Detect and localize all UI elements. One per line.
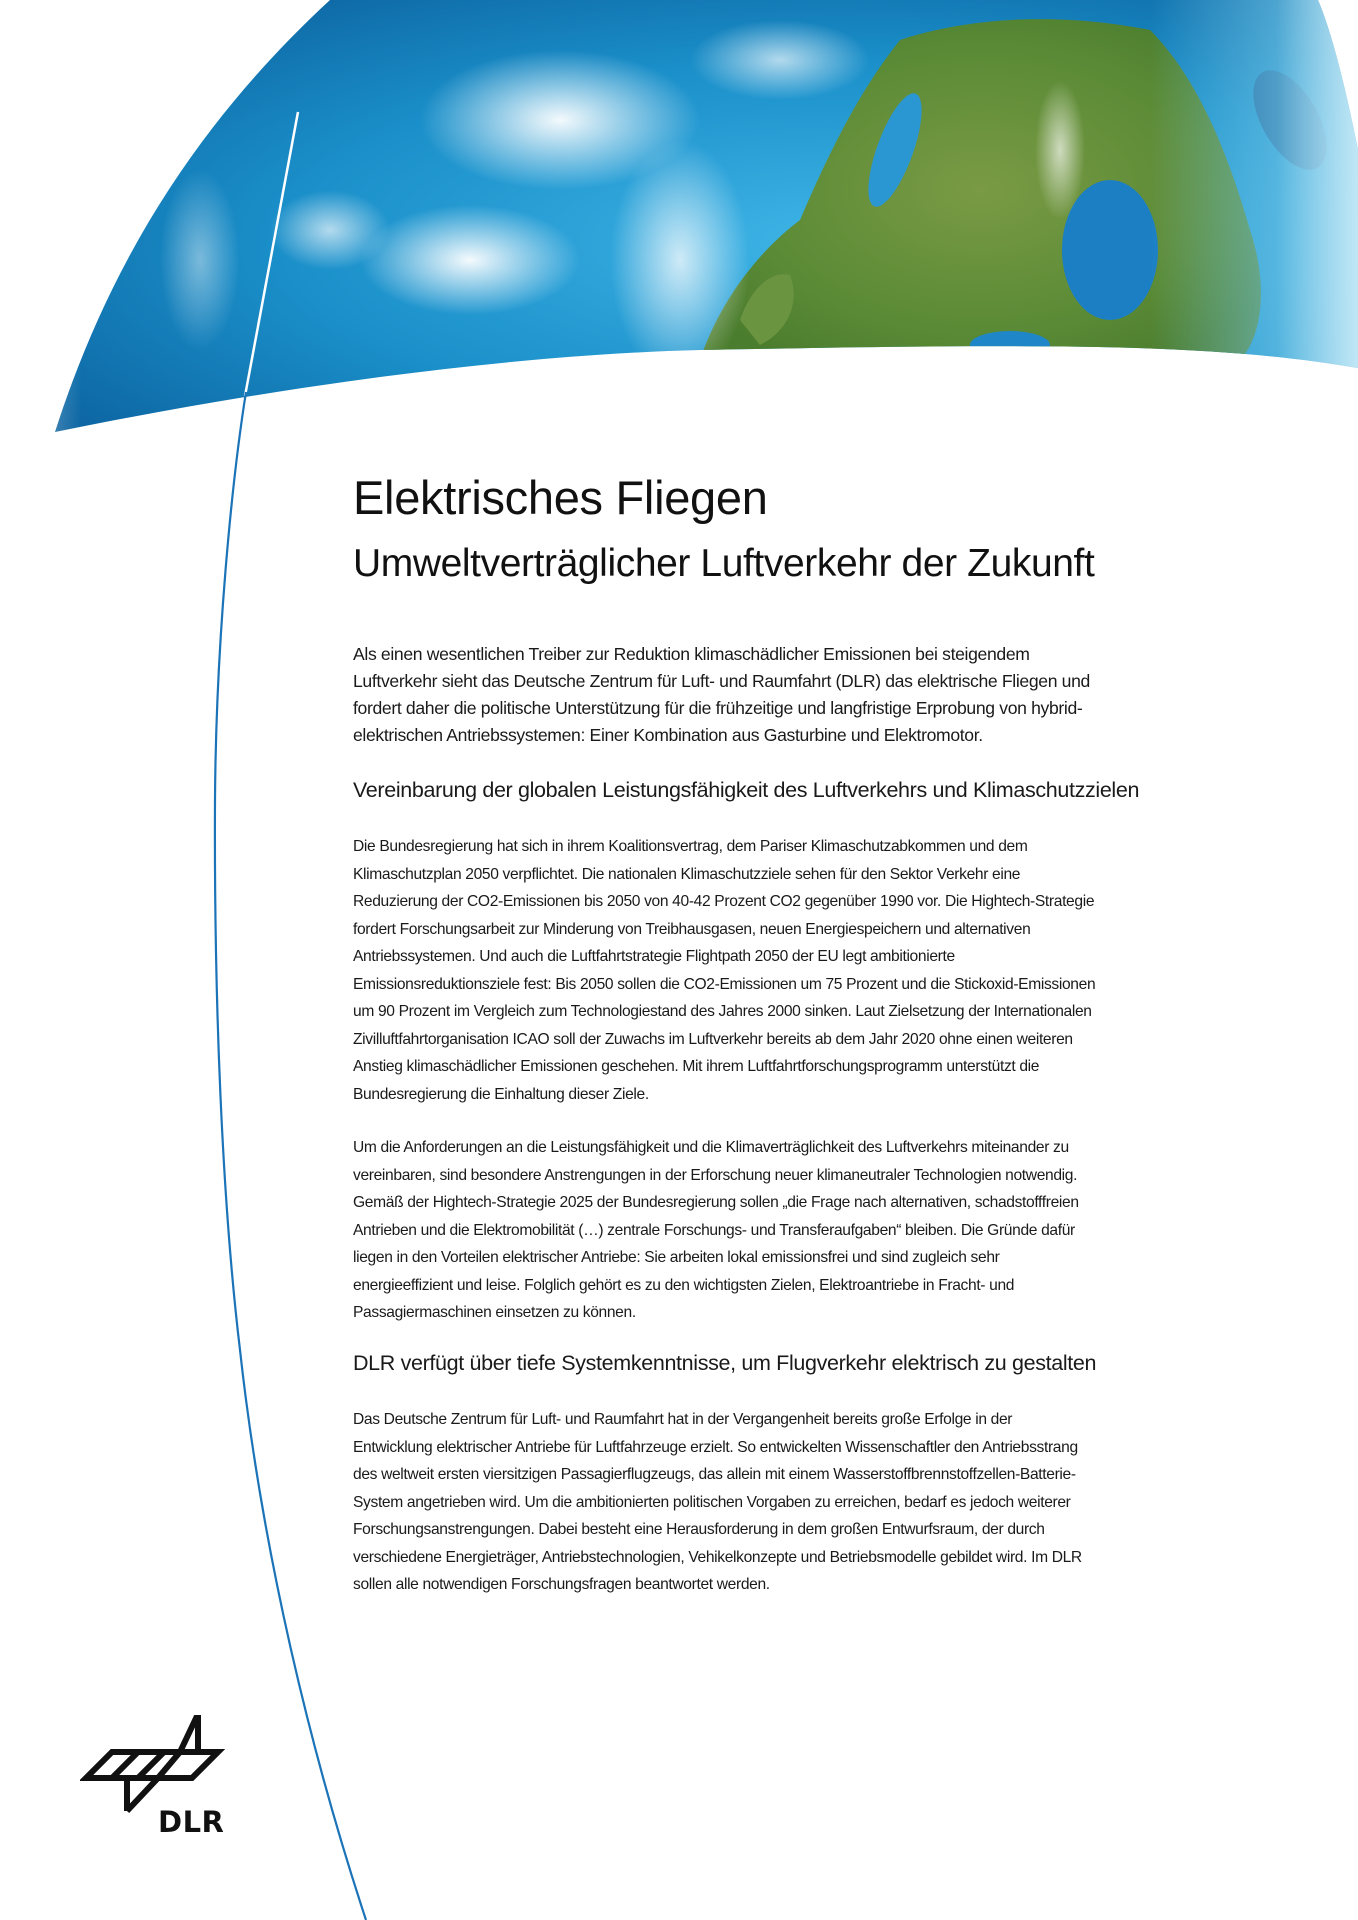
dlr-logo-text: DLR [158,1805,225,1839]
intro-line: elektrischen Antriebssystemen: Einer Kombination aus Gasturbine und Elektromotor. [353,725,983,745]
text-line: Reduzierung der CO2-Emissionen bis 2050 von 40-42 Prozent CO2 gegenüber 1990 vor. Die Hightech-Strategie [353,893,1095,910]
text-line: des weltweit ersten viersitzigen Passagierflugzeugs, das allein mit einem Wasserstoffbrennstoffzellen-Batterie- [353,1466,1076,1483]
section-1-paragraph-2 [353,1134,1263,1327]
section-2-paragraph-1 [353,1406,1263,1599]
document-title: Elektrisches Fliegen [353,471,768,524]
text-line: Klimaschutzplan 2050 verpflichtet. Die nationalen Klimaschutzziele sehen für den Sektor Verkehr eine [353,865,1021,883]
section-1-paragraph-1 [353,833,1263,1108]
text-line: Forschungsanstrengungen. Dabei besteht eine Herausforderung in dem großen Entwurfsraum, der durch [353,1521,1045,1538]
text-line: Um die Anforderungen an die Leistungsfähigkeit und die Klimaverträglichkeit des Luftverkehrs miteinander zu [353,1139,1069,1156]
section-heading-climate-goals: Vereinbarung der globalen Leistungsfähigkeit des Luftverkehrs und Klimaschutzzielen [353,778,1140,802]
text-line: energieeffizient und leise. Folglich gehört es zu den wichtigsten Zielen, Elektroantriebe in Fracht- und [353,1276,1015,1294]
section-heading-dlr-expertise: DLR verfügt über tiefe Systemkenntnisse, um Flugverkehr elektrisch zu gestalten [353,1351,1097,1375]
text-line: Antriebssystemen. Und auch die Luftfahrtstrategie Flightpath 2050 der EU legt ambitionierte [353,948,955,965]
orbit-streak [245,112,298,396]
intro-line: Luftverkehr sieht das Deutsche Zentrum für Luft- und Raumfahrt (DLR) das elektrische Fliegen und [353,671,1090,691]
text-line: Anstieg klimaschädlicher Emissionen geschehen. Mit ihrem Luftfahrtforschungsprogramm unterstützt die [353,1058,1040,1075]
text-line: Entwicklung elektrischer Antriebe für Luftfahrzeuge erzielt. So entwickelten Wissenschaftler den Antriebsstrang [353,1438,1078,1456]
intro-paragraph [353,641,1253,749]
text-line: vereinbaren, sind besondere Anstrengungen in der Erforschung neuer klimaneutraler Technologien notwendig. [353,1166,1078,1184]
text-line: Die Bundesregierung hat sich in ihrem Koalitionsvertrag, dem Pariser Klimaschutzabkommen und dem [353,838,1028,855]
document-subtitle: Umweltverträglicher Luftverkehr der Zukunft [353,542,1095,585]
intro-line: fordert daher die politische Unterstützung für die frühzeitige und langfristige Erprobung von hybrid- [353,698,1083,718]
intro-line: Als einen wesentlichen Treiber zur Reduktion klimaschädlicher Emissionen bei steigendem [353,644,1030,664]
orbit-line [215,392,366,1920]
text-line: Bundesregierung die Einhaltung dieser Ziele. [353,1085,649,1103]
text-line: Zivilluftfahrtorganisation ICAO soll der Zuwachs im Luftverkehr bereits ab dem Jahr 2020 ohne einen weiteren [353,1030,1073,1048]
text-line: um 90 Prozent im Vergleich zum Technologiestand des Jahres 2000 sinken. Laut Zielsetzung der Internationalen [353,1003,1092,1020]
text-line: Emissionsreduktionsziele fest: Bis 2050 sollen die CO2-Emissionen um 75 Prozent und die Stickoxid-Emissionen [353,975,1096,993]
text-line: System angetrieben wird. Um die ambitionierten politischen Vorgaben zu erreichen, bedarf es jedoch weiterer [353,1493,1071,1511]
text-line: Gemäß der Hightech-Strategie 2025 der Bundesregierung sollen „die Frage nach alternativen, schadstofffreien [353,1194,1079,1211]
text-line: verschiedene Energieträger, Antriebstechnologien, Vehikelkonzepte und Betriebsmodelle gebildet wird. Im DLR [353,1548,1082,1566]
text-line: liegen in den Vorteilen elektrischer Antriebe: Sie arbeiten lokal emissionsfrei und sind zugleich sehr [353,1249,1000,1266]
text-line: Das Deutsche Zentrum für Luft- und Raumfahrt hat in der Vergangenheit bereits große Erfolge in der [353,1411,1013,1428]
text-line: sollen alle notwendigen Forschungsfragen beantwortet werden. [353,1576,770,1593]
text-line: Passagiermaschinen einsetzen zu können. [353,1304,636,1321]
text-line: Antrieben und die Elektromobilität (…) zentrale Forschungs- und Transferaufgaben“ bleiben. Die Gründe dafür [353,1221,1075,1239]
text-line: fordert Forschungsarbeit zur Minderung von Treibhausgasen, neuen Energiespeichern und alternativen [353,920,1031,938]
